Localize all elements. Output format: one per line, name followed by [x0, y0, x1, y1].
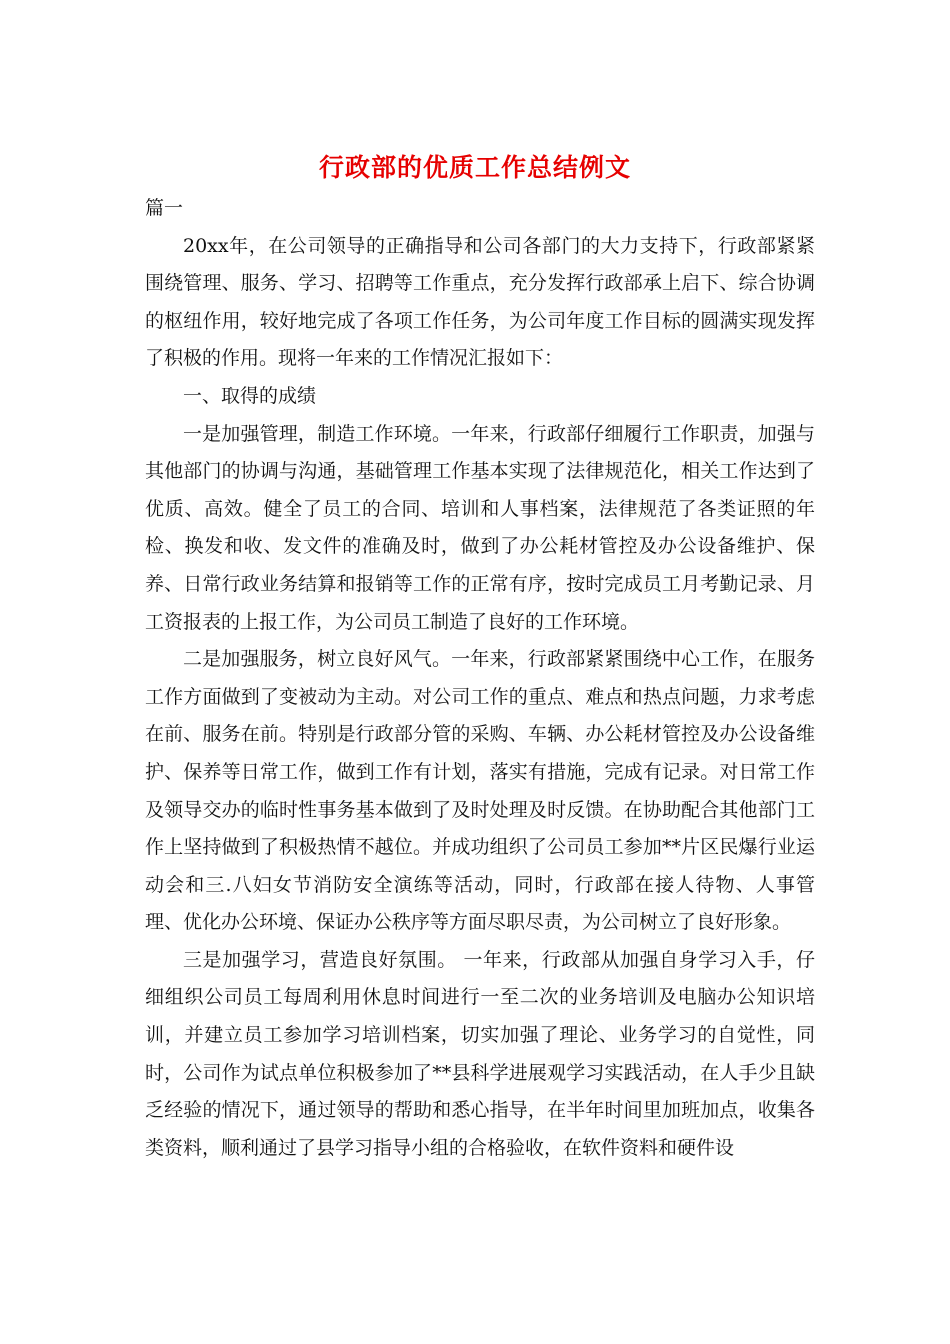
section-heading: 一、取得的成绩: [183, 384, 317, 407]
body-paragraph-service: 二是加强服务，树立良好风气。一年来，行政部紧紧围绕中心工作，在服务工作方面做到了变被动为主动。对公司工作的重点、难点和热点问题，力求考虑在前、服务在前。特别是行政部分管的采购、车辆、办公耗材管控及办公设备维护、保养等日常工作，做到工作有计划，落实有措施，完成有记录。对日常工作及领导交办的临时性事务基本做到了及时处理及时反馈。在协助配合其他部门工作上坚持做到了积极热情不越位。并成功组织了公司员工参加**片区民爆行业运动会和三.八妇女节消防安全演练等活动，同时，行政部在接人待物、人事管理、优化办公环境、保证办公秩序等方面尽职尽责，为公司树立了良好形象。: [145, 648, 815, 934]
intro-paragraph: 20xx年，在公司领导的正确指导和公司各部门的大力支持下，行政部紧紧围绕管理、服务、学习、招聘等工作重点，充分发挥行政部承上启下、综合协调的枢纽作用，较好地完成了各项工作任务，为公司年度工作目标的圆满实现发挥了积极的作用。现将一年来的工作情况汇报如下：: [145, 234, 815, 370]
section-label: 篇一: [145, 197, 184, 219]
body-paragraph-study: 三是加强学习，营造良好氛围。 一年来，行政部从加强自身学习入手，仔细组织公司员工每周利用休息时间进行一至二次的业务培训及电脑办公知识培训，并建立员工参加学习培训档案，切实加强了理论、业务学习的自觉性，同时，公司作为试点单位积极参加了**县科学进展观学习实践活动，在人手少且缺乏经验的情况下，通过领导的帮助和悉心指导，在半年时间里加班加点，收集各类资料，顺利通过了县学习指导小组的合格验收，在软件资料和硬件设: [145, 948, 815, 1159]
document-body: [145, 190, 815, 1167]
body-paragraph-management: 一是加强管理，制造工作环境。一年来，行政部仔细履行工作职责，加强与其他部门的协调与沟通，基础管理工作基本实现了法律规范化，相关工作达到了优质、高效。健全了员工的合同、培训和人事档案，法律规范了各类证照的年检、换发和收、发文件的准确及时，做到了办公耗材管控及办公设备维护、保养、日常行政业务结算和报销等工作的正常有序，按时完成员工月考勤记录、月工资报表的上报工作，为公司员工制造了良好的工作环境。: [145, 422, 815, 633]
document-title: 行政部的优质工作总结例文: [318, 153, 631, 182]
